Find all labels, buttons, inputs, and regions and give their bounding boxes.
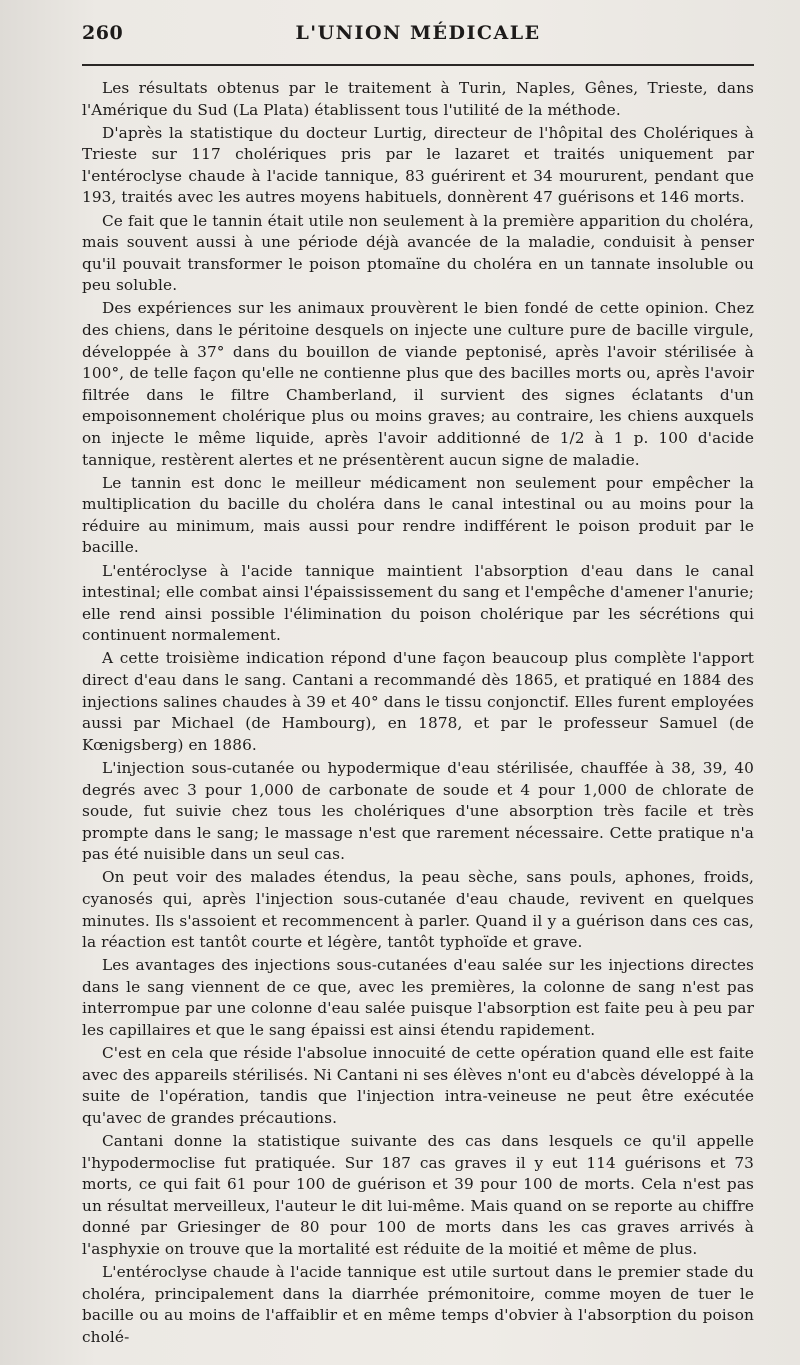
paragraph: L'injection sous-cutanée ou hypodermique d'eau stérilisée, chauffée à 38, 39, 40 degrés avec 3 pour 1,000 de carbonate de soude et 4 pour 1,000 de chlorate de soude, fut suivie chez tous les cholériques d'une absorption très facile et très prompte dans le sang; le massage n'est que rarement nécessaire. Cette pratique n'a pas été nuisible dans un seul cas.: [82, 758, 754, 864]
paragraph: Les avantages des injections sous-cutanées d'eau salée sur les injections directes dans le sang viennent de ce que, avec les premières, la colonne de sang n'est pas interrompue par une colonne d'eau salée puisque l'absorption est faite peu à peu par les capillaires et que le sang épaissi est ainsi étendu rapidement.: [82, 956, 754, 1040]
paragraph: Le tannin est donc le meilleur médicament non seulement pour empêcher la multiplication du bacille du choléra dans le canal intestinal ou au moins pour la réduire au minimum, mais aussi pour rendre indifférent le poison produit par le bacille.: [82, 473, 754, 557]
paragraph: Les résultats obtenus par le traitement à Turin, Naples, Gênes, Trieste, dans l'Amérique du Sud (La Plata) établissent tous l'utilité de la méthode.: [82, 79, 754, 119]
paragraph: A cette troisième indication répond d'une façon beaucoup plus complète l'apport direct d'eau dans le sang. Cantani a recommandé dès 1865, et pratiqué en 1884 des injections salines chaudes à 39 et 40° dans le tissu conjonctif. Elles furent employées aussi par Michael (de Hambourg), en 1878, et par le professeur Samuel (de Kœnigsberg) en 1886.: [82, 649, 754, 754]
paragraph: On peut voir des malades étendus, la peau sèche, sans pouls, aphones, froids, cyanosés qui, après l'injection sous-cutanée d'eau chaude, revivent en quelques minutes. Ils s'assoient et recommencent à parler. Quand il y a guérison dans ces cas, la réaction est tantôt courte et légère, tantôt typhoïde et grave.: [82, 868, 754, 952]
page-number: 260: [82, 22, 124, 44]
paragraph: Cantani donne la statistique suivante des cas dans lesquels ce qu'il appelle l'hypodermoclise fut pratiquée. Sur 187 cas graves il y eut 114 guérisons et 73 morts, ce qui fait 61 pour 100 de guérison et 39 pour 100 de morts. Cela n'est pas un résultat merveilleux, l'auteur le dit lui-même. Mais quand on se reporte au chiffre donné par Griesinger de 80 pour 100 de morts dans les cas graves arrivés à l'asphyxie on trouve que la mortalité est réduite de la moitié et même de plus.: [82, 1132, 754, 1258]
paragraph: L'entéroclyse à l'acide tannique maintient l'absorption d'eau dans le canal intestinal; elle combat ainsi l'épaississement du sang et l'empêche d'amener l'anurie; elle rend ainsi possible l'élimination du poison cholérique par les sécrétions qui continuent normalement.: [82, 561, 754, 645]
running-title: L'UNION MÉDICALE: [295, 22, 541, 44]
paragraph: D'après la statistique du docteur Lurtig, directeur de l'hôpital des Cholériques à Trieste sur 117 cholériques pris par le lazaret et traités uniquement par l'entéroclyse chaude à l'acide tannique, 83 guérirent et 34 moururent, pendant que 193, traités avec les autres moyens habituels, donnèrent 47 guérisons et 146 morts.: [82, 123, 754, 207]
paragraph: L'entéroclyse chaude à l'acide tannique est utile surtout dans le premier stade du choléra, principalement dans la diarrhée prémonitoire, comme moyen de tuer le bacille ou au moins de l'affaiblir et en même temps d'obvier à l'absorption du poison cholé-: [82, 1263, 754, 1346]
paragraph: C'est en cela que réside l'absolue innocuité de cette opération quand elle est faite avec des appareils stérilisés. Ni Cantani ni ses élèves n'ont eu d'abcès développé à la suite de l'opération, tandis que l'injection intra-veineuse ne peut être exécutée qu'avec de grandes précautions.: [82, 1044, 754, 1127]
paragraph: Ce fait que le tannin était utile non seulement à la première apparition du choléra, mais souvent aussi à une période déjà avancée de la maladie, conduisit à penser qu'il pouvait transformer le poison ptomaïne du choléra en un tannate insoluble ou peu soluble.: [82, 211, 754, 295]
paragraph: Des expériences sur les animaux prouvèrent le bien fondé de cette opinion. Chez des chiens, dans le péritoine desquels on injecte une culture pure de bacille virgule, développée à 37° dans du bouillon de viande peptonisé, après l'avoir stérilisée à 100°, de telle façon qu'elle ne contienne plus que des bacilles morts ou, après l'avoir filtrée dans le filtre Chamberland, il survient des signes éclatants d'un empoisonnement cholérique plus ou moins graves; au contraire, les chiens auxquels on injecte le même liquide, après l'avoir additionné de 1/2 à 1 p. 100 d'acide tannique, restèrent alertes et ne présentèrent aucun signe de maladie.: [82, 299, 754, 469]
body-text: [82, 78, 754, 1348]
page-header: [82, 18, 754, 54]
header-rule: [82, 64, 754, 66]
